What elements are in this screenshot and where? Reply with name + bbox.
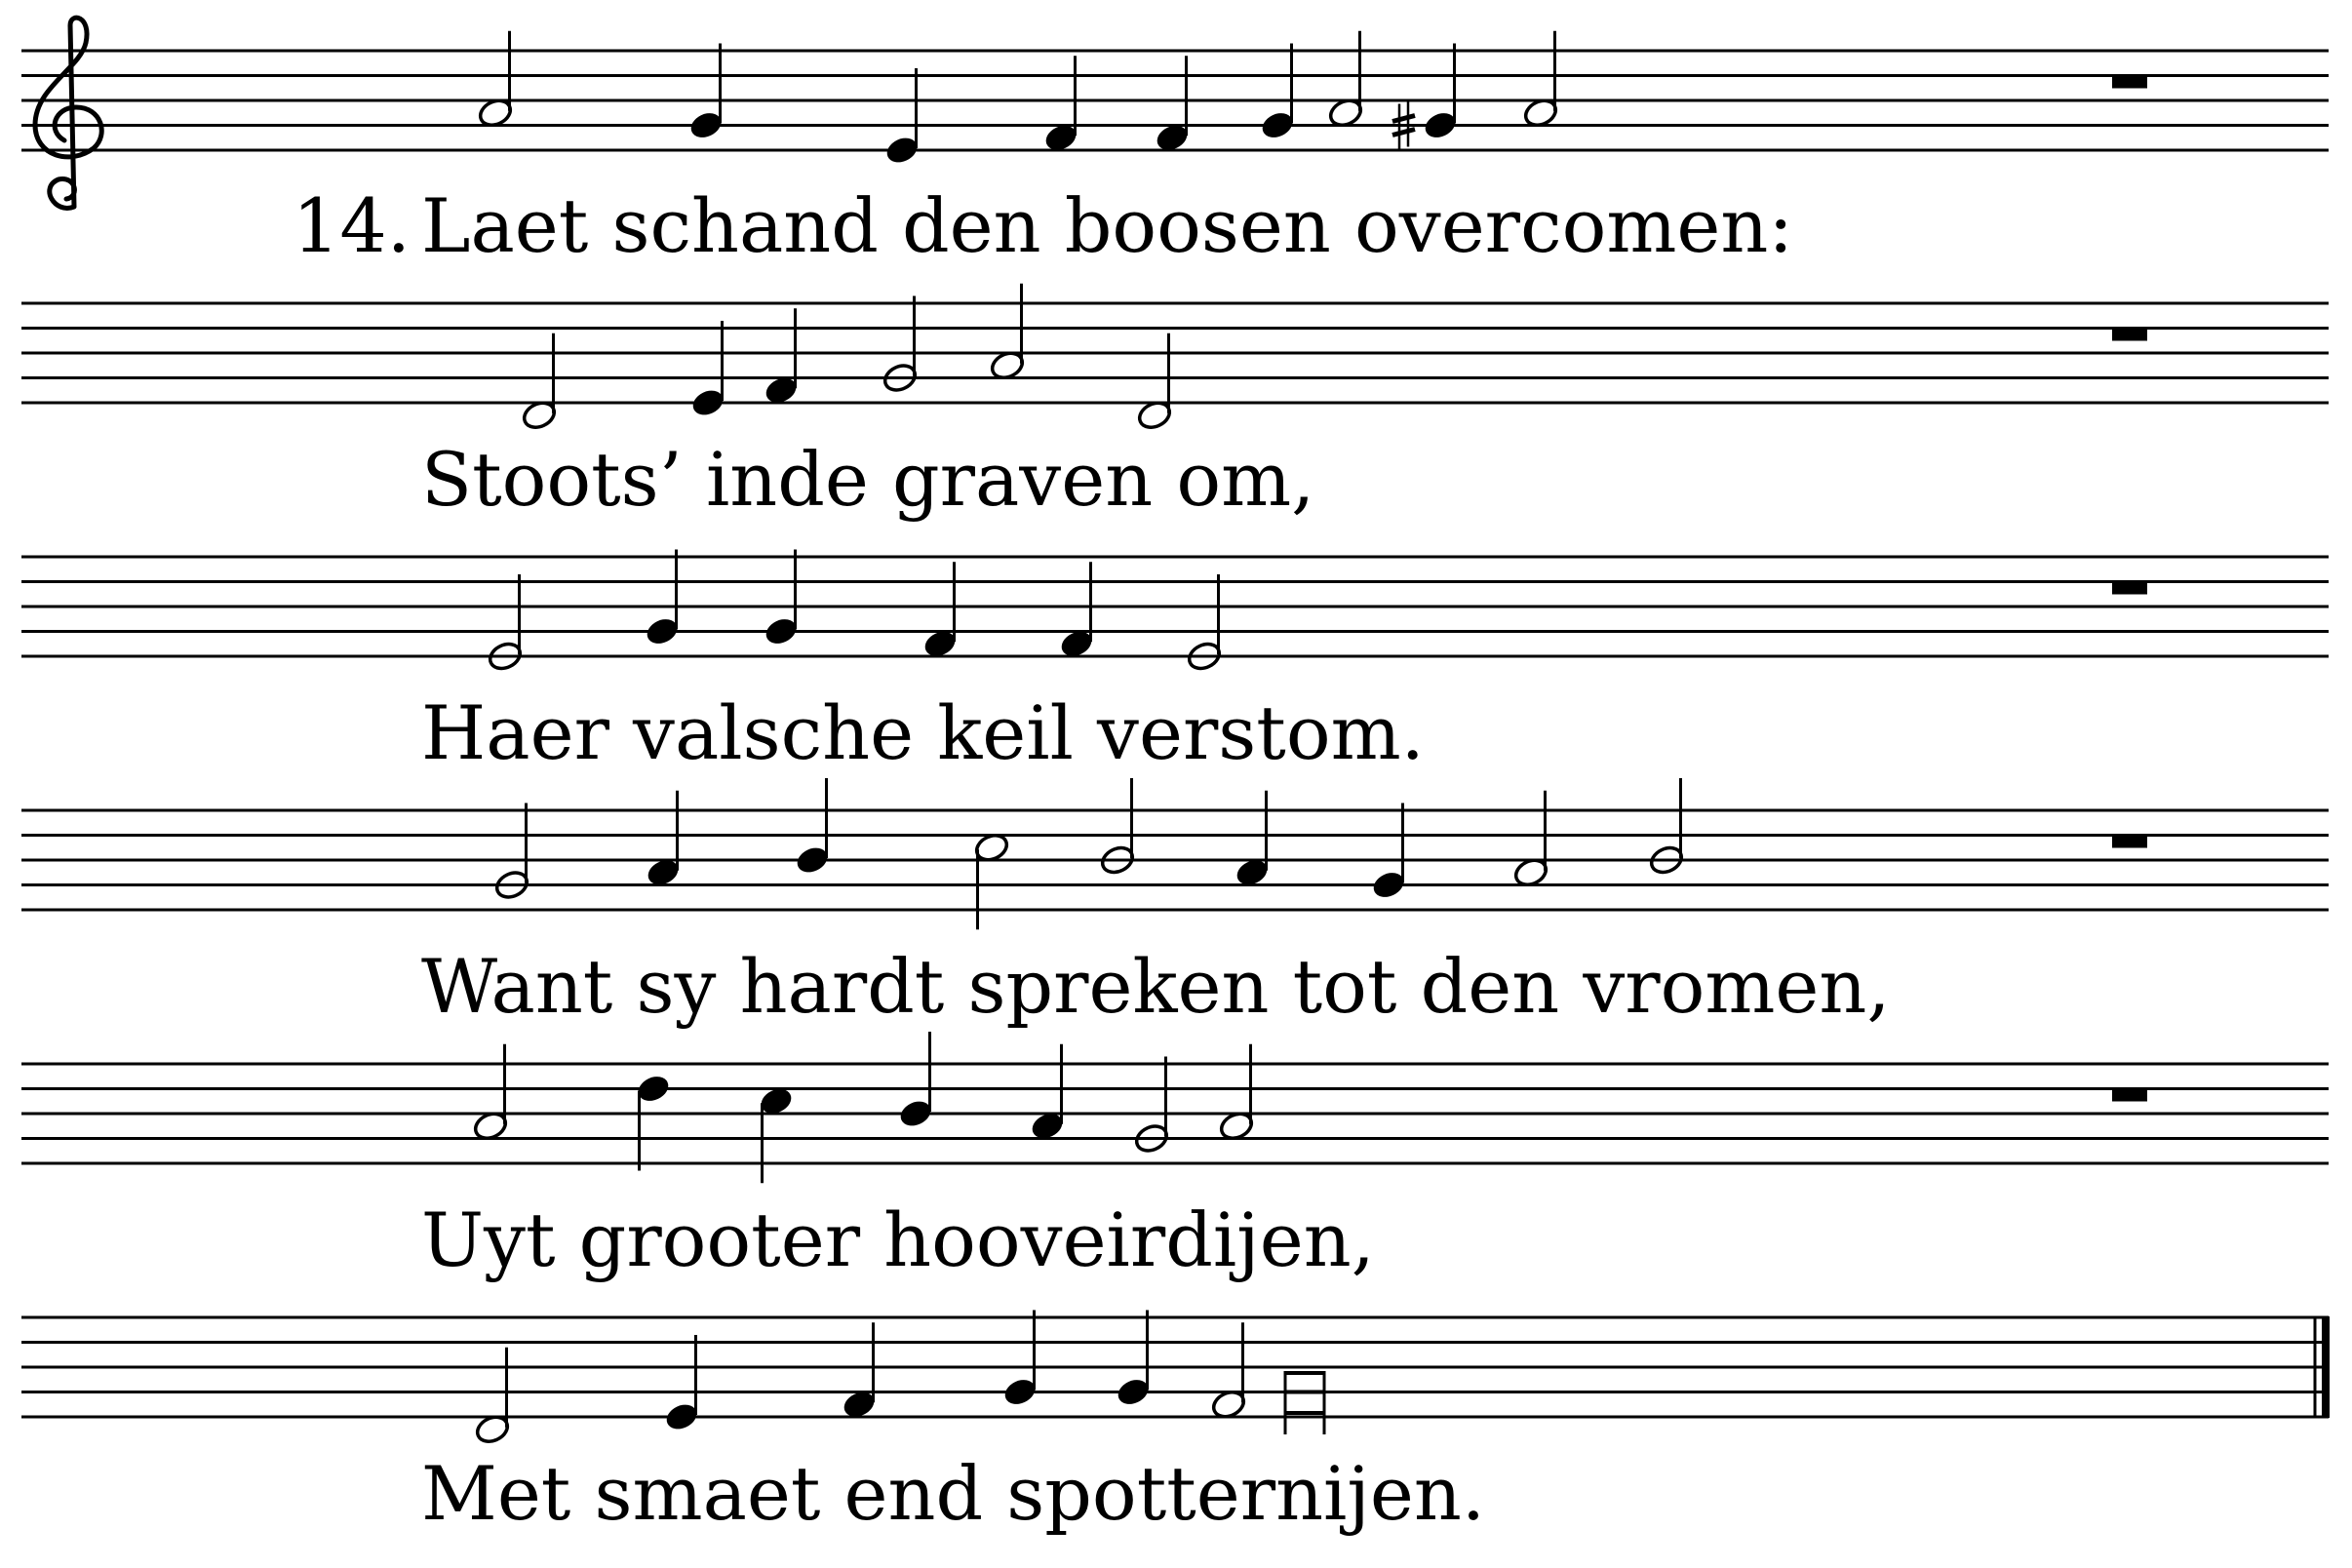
quarter-note (763, 308, 801, 407)
quarter-note (883, 68, 921, 167)
half-note (1522, 31, 1560, 130)
staff (21, 810, 2329, 910)
quarter-note (1001, 1311, 1039, 1409)
lyric-line: Laet schand den boosen overcomen: (421, 182, 1793, 269)
half-note (989, 284, 1027, 382)
quarter-note (1058, 562, 1096, 660)
quarter-note (689, 321, 727, 419)
half-note (1648, 778, 1686, 877)
quarter-note (758, 1084, 796, 1183)
lyric-line: Met smaet end spotternijen. (421, 1450, 1485, 1537)
quarter-note (1234, 791, 1272, 889)
staff (21, 303, 2329, 403)
quarter-note (663, 1335, 701, 1433)
note-group (474, 1311, 1324, 1446)
half-note (1133, 1057, 1171, 1156)
quarter-note (645, 791, 683, 889)
half-note (487, 574, 525, 673)
quarter-note (1370, 804, 1408, 902)
quarter-note (644, 550, 682, 648)
half-note (1136, 333, 1174, 432)
whole-rest (2112, 1090, 2147, 1102)
quarter-note (897, 1032, 935, 1130)
quarter-note (794, 778, 832, 877)
half-note (1327, 31, 1365, 130)
half-note (973, 831, 1011, 929)
quarter-note (1259, 44, 1297, 142)
whole-rest (2112, 837, 2147, 848)
lyric-line: Stoots’ inde graven om, (421, 436, 1315, 523)
note-group (493, 778, 1686, 929)
quarter-note (763, 550, 801, 648)
half-note (477, 31, 515, 130)
half-note (1218, 1044, 1256, 1143)
staff (21, 1064, 2329, 1163)
staff (21, 557, 2329, 656)
quarter-note (687, 44, 725, 142)
half-note (1099, 778, 1137, 877)
quarter-note (635, 1072, 673, 1170)
lyric-line: Haer valsche keil verstom. (421, 689, 1425, 776)
half-note (472, 1044, 510, 1143)
treble-clef (35, 18, 101, 208)
staff (21, 1317, 2329, 1417)
whole-rest (2112, 583, 2147, 595)
half-note (521, 333, 559, 432)
quarter-note (1154, 56, 1192, 154)
half-note (474, 1348, 512, 1446)
quarter-note (1115, 1311, 1153, 1409)
half-note (1186, 574, 1224, 673)
half-note (493, 804, 531, 902)
quarter-note (1042, 56, 1080, 154)
lyric-line: Want sy hardt spreken tot den vromen, (421, 943, 1891, 1030)
note-group (521, 284, 1174, 432)
lyric-line: Uyt grooter hooveirdijen, (421, 1196, 1375, 1283)
verse-number: 14. (293, 182, 411, 269)
note-group (472, 1032, 1256, 1183)
quarter-note (1392, 44, 1459, 151)
half-note (1210, 1322, 1248, 1421)
whole-rest (2112, 77, 2147, 89)
quarter-note (1029, 1044, 1067, 1143)
half-note (882, 296, 920, 395)
note-group (487, 550, 1224, 674)
long-note (1285, 1371, 1324, 1434)
quarter-note (921, 562, 960, 660)
half-note (1512, 791, 1550, 889)
whole-rest (2112, 330, 2147, 341)
quarter-note (841, 1322, 879, 1421)
